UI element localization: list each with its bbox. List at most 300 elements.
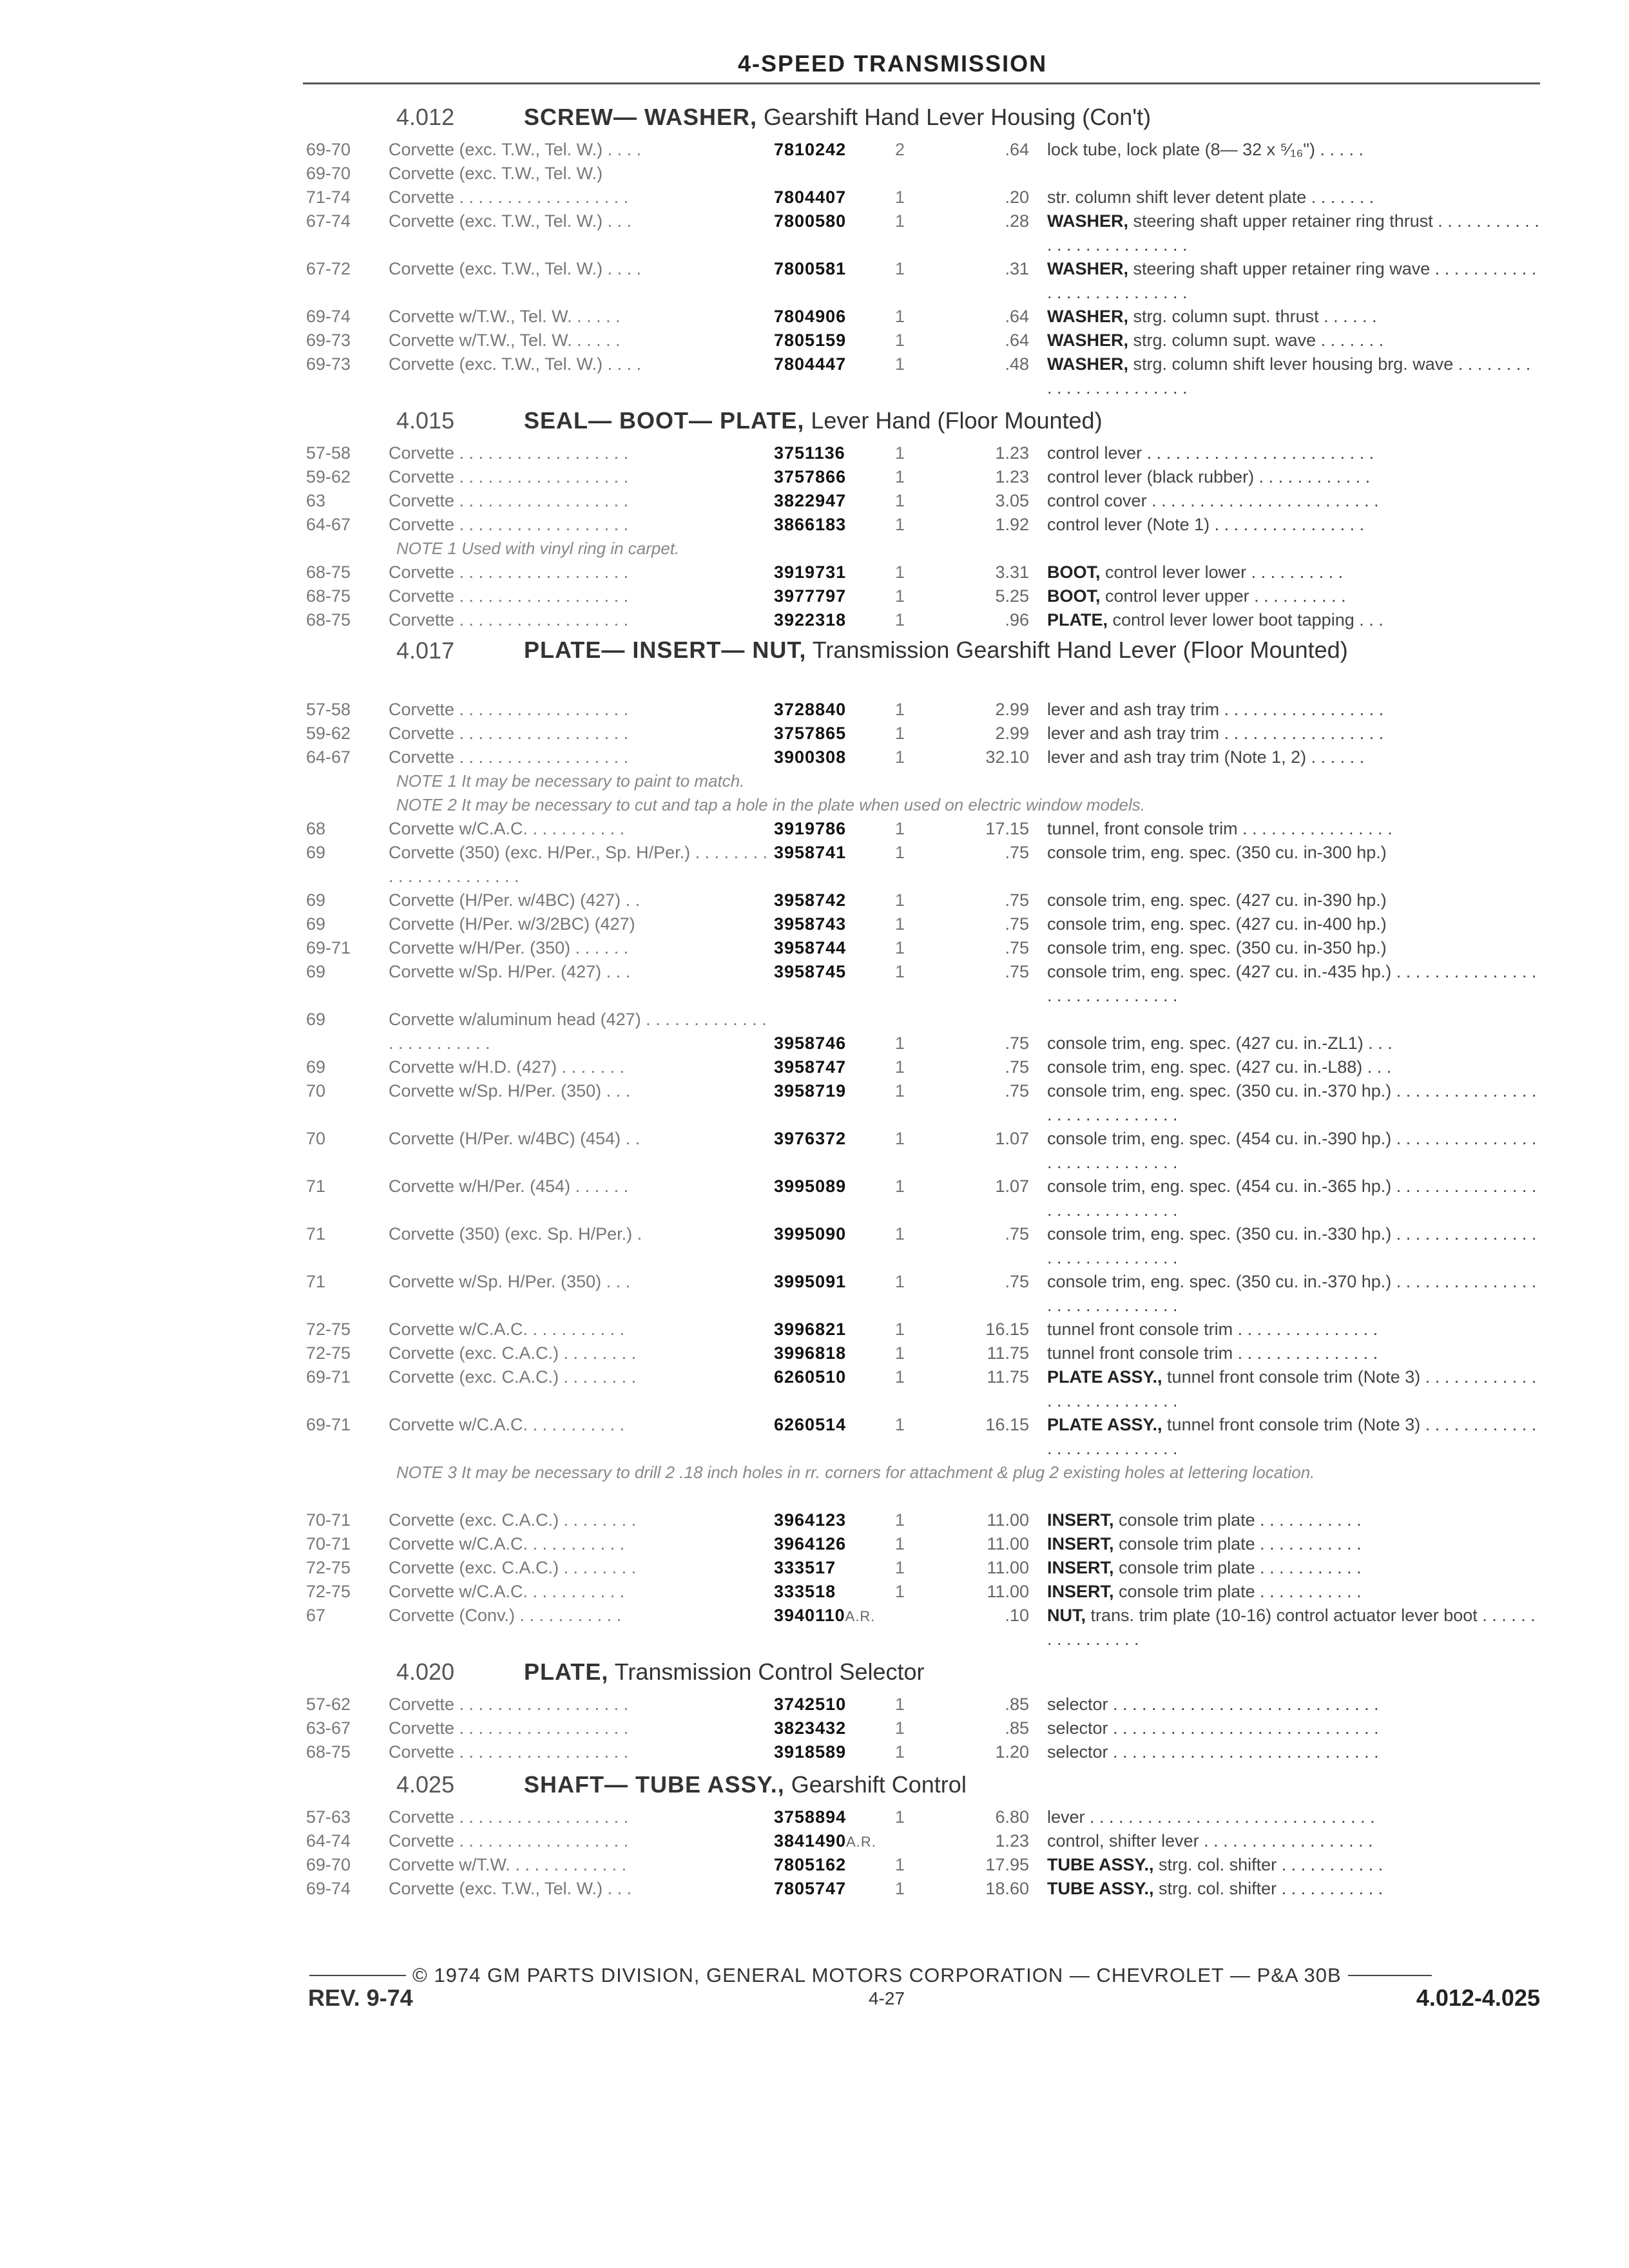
row-part-number: 3958744 [774,938,847,957]
row-quantity: 1 [895,1534,905,1553]
description-text: control lever (Note 1) . . . . . . . . . . . . . . . . [1047,515,1365,534]
row-description [1047,1079,1540,1127]
row-model: Corvette w/H/Per. (454) . . . . . . [389,1177,629,1196]
description-text: tunnel front console trim . . . . . . . . . . . . . . . [1047,1320,1378,1339]
row-model: Corvette (350) (exc. H/Per., Sp. H/Per.) . . . . . . . . . . . . . . . . . . . . . . [389,843,768,886]
row-years: 69 [306,1057,326,1077]
row-part-number: 3996821 [774,1320,847,1339]
description-keyword: INSERT, [1047,1510,1114,1530]
row-model: Corvette . . . . . . . . . . . . . . . . . . [389,747,629,767]
row-years: 69-71 [306,938,351,957]
row-price: 11.75 [987,1367,1029,1387]
row-description [1047,817,1540,841]
row-quantity: 1 [895,1879,905,1898]
row-price: 1.07 [995,1129,1029,1148]
row-model: Corvette w/aluminum head (427) . . . . . . . . . . . . . . . . . . . . . . . . [389,1010,767,1053]
section-title-rest: Transmission Control Selector [608,1658,925,1685]
row-model: Corvette . . . . . . . . . . . . . . . . . . [389,1831,629,1850]
description-text: strg. col. shifter . . . . . . . . . . . [1153,1879,1383,1898]
row-model: Corvette (Conv.) . . . . . . . . . . . [389,1606,622,1625]
description-text: tunnel, front console trim . . . . . . . . . . . . . . . . [1047,819,1393,838]
row-price: .28 [1005,211,1029,231]
row-quantity: 1 [895,354,905,374]
row-description [1047,209,1540,257]
row-part-number: 3958745 [774,962,847,981]
row-part-number: 3964123 [774,1510,847,1530]
row-years: 63 [306,491,326,510]
row-part-number: 3919731 [774,562,847,582]
row-part-number: 3742510 [774,1695,847,1714]
section-note: NOTE 1 Used with vinyl ring in carpet. [396,539,680,558]
row-quantity: 1 [895,843,905,862]
row-model: Corvette . . . . . . . . . . . . . . . . . . [389,467,629,486]
row-price: 1.23 [995,467,1029,486]
row-years: 72-75 [306,1343,351,1363]
description-keyword: WASHER, [1047,331,1129,350]
row-part-number: 3841490A.R. [774,1831,876,1850]
row-model: Corvette . . . . . . . . . . . . . . . . . . [389,562,629,582]
parts-row [306,1853,1540,1877]
row-model: Corvette (exc. C.A.C.) . . . . . . . . [389,1510,637,1530]
parts-row [306,1580,1540,1604]
row-description [1047,138,1540,162]
row-quantity: 1 [895,515,905,534]
row-price: .64 [1005,140,1029,159]
row-model: Corvette . . . . . . . . . . . . . . . . . . [389,700,629,719]
row-years: 72-75 [306,1558,351,1577]
row-price: 18.60 [985,1879,1029,1898]
description-text: console trim plate . . . . . . . . . . . [1113,1534,1362,1553]
section-heading [306,400,1540,441]
row-part-number: 6260514 [774,1415,847,1434]
row-description [1047,561,1540,584]
row-part-number: 7800580 [774,211,847,231]
row-quantity: 2 [895,140,905,159]
row-model: Corvette . . . . . . . . . . . . . . . . . . [389,1718,629,1738]
description-text: selector . . . . . . . . . . . . . . . . . . . . . . . . . . . . [1047,1742,1379,1762]
description-text: console trim plate . . . . . . . . . . . [1113,1558,1362,1577]
row-description [1047,1805,1540,1829]
parts-row [306,329,1540,352]
description-keyword: WASHER, [1047,259,1129,278]
description-text: control lever (black rubber) . . . . . . . . . . . . [1047,467,1371,486]
description-text: console trim, eng. spec. (427 cu. in-400 hp.) [1047,914,1387,934]
row-years: 69-71 [306,1367,351,1387]
description-text: strg. column supt. wave . . . . . . . [1128,331,1384,350]
row-price: .85 [1005,1718,1029,1738]
row-years: 64-74 [306,1831,351,1850]
row-quantity: 1 [895,259,905,278]
row-description [1047,186,1540,209]
row-years: 69-70 [306,140,351,159]
parts-row [306,912,1540,936]
description-keyword: TUBE ASSY., [1047,1855,1154,1874]
row-years: 70-71 [306,1534,351,1553]
section-title [524,637,1540,663]
row-quantity: 1 [895,1129,905,1148]
row-model: Corvette (H/Per. w/4BC) (454) . . [389,1129,641,1148]
row-price: 11.00 [987,1510,1029,1530]
row-quantity: 1 [895,1033,905,1053]
section-title [524,408,1540,434]
description-text: console trim, eng. spec. (427 cu. in.-ZL1) . . . [1047,1033,1393,1053]
row-years: 71-74 [306,187,351,207]
page-title: 4-SPEED TRANSMISSION [738,50,1048,77]
row-quantity: 1 [895,962,905,981]
row-years: 59-62 [306,467,351,486]
section-title-rest: Gearshift Control [784,1771,967,1798]
parts-row [306,817,1540,841]
row-description [1047,257,1540,305]
description-text: control cover . . . . . . . . . . . . . . . . . . . . . . . . [1047,491,1379,510]
description-text: steering shaft upper retainer ring wave . . . . . . . . . . . . . . . . . . . . . . . . . . [1047,259,1537,302]
row-quantity: 1 [895,819,905,838]
description-keyword: PLATE ASSY., [1047,1415,1162,1434]
row-part-number: 7804447 [774,354,847,374]
row-description [1047,1740,1540,1764]
row-description [1047,1055,1540,1079]
row-years: 68 [306,819,326,838]
row-description [1047,1222,1540,1270]
parts-row [306,513,1540,537]
parts-row [306,1079,1540,1127]
row-model: Corvette . . . . . . . . . . . . . . . . . . [389,586,629,606]
description-text: console trim plate . . . . . . . . . . . [1113,1510,1362,1530]
parts-row [306,1270,1540,1318]
row-part-number: 7810242 [774,140,847,159]
parts-row [306,1175,1540,1222]
row-quantity: 1 [895,1558,905,1577]
section-heading [306,1651,1540,1693]
parts-row [306,1877,1540,1901]
row-description [1047,1716,1540,1740]
row-price: .75 [1005,962,1029,981]
row-part-number: 3919786 [774,819,847,838]
description-keyword: INSERT, [1047,1558,1114,1577]
row-quantity: 1 [895,1367,905,1387]
row-price: 5.25 [995,586,1029,606]
parts-row [306,209,1540,257]
row-quantity: 1 [895,724,905,743]
row-price: 6.80 [995,1807,1029,1827]
row-description [1047,722,1540,745]
row-model: Corvette . . . . . . . . . . . . . . . . . . [389,491,629,510]
description-text: console trim, eng. spec. (350 cu. in.-330 hp.) . . . . . . . . . . . . . . . . . . . . . . . . . . . . . [1047,1224,1537,1267]
row-part-number: 3900308 [774,747,847,767]
description-text: console trim, eng. spec. (427 cu. in.-435 hp.) . . . . . . . . . . . . . . . . . . . . . . . . . . . . . [1047,962,1537,1005]
parts-row [306,352,1540,400]
row-description [1047,1127,1540,1175]
row-description [1047,1175,1540,1222]
row-description [1047,1853,1540,1877]
row-model: Corvette w/C.A.C. . . . . . . . . . . [389,1582,625,1601]
row-years: 70-71 [306,1510,351,1530]
parts-row [306,698,1540,722]
row-price: .75 [1005,938,1029,957]
row-model: Corvette (exc. T.W., Tel. W.) . . . . [389,354,642,374]
parts-row [306,1693,1540,1716]
section-note: NOTE 3 It may be necessary to drill 2 .18 inch holes in rr. corners for attachment & plug 2 existing holes at lettering location. [396,1463,1315,1482]
row-part-number: 7804906 [774,307,847,326]
row-years: 57-62 [306,1695,351,1714]
row-price: .10 [1005,1606,1029,1625]
row-description [1047,489,1540,513]
description-text: steering shaft upper retainer ring thrust . . . . . . . . . . . . . . . . . . . . . . . . . . [1047,211,1539,255]
row-price: 1.20 [995,1742,1029,1762]
description-text: control lever upper . . . . . . . . . . [1100,586,1346,606]
row-quantity: 1 [895,1718,905,1738]
footer-rule-left [309,1975,406,1976]
row-price: .31 [1005,259,1029,278]
row-description [1047,841,1540,865]
description-keyword: INSERT, [1047,1582,1114,1601]
section-title-bold: SEAL— BOOT— PLATE, [524,407,805,434]
footer-rule-right [1348,1975,1432,1976]
row-years: 71 [306,1224,326,1244]
description-text: selector . . . . . . . . . . . . . . . . . . . . . . . . . . . . [1047,1695,1379,1714]
row-part-number: 3866183 [774,515,847,534]
row-model: Corvette w/Sp. H/Per. (427) . . . [389,962,631,981]
row-years: 68-75 [306,1742,351,1762]
description-text: console trim, eng. spec. (350 cu. in-300 hp.) [1047,843,1387,862]
row-years: 57-58 [306,443,351,463]
row-description [1047,1413,1540,1461]
row-quantity: 1 [895,1582,905,1601]
parts-row [306,1413,1540,1461]
parts-row [306,489,1540,513]
section-title [524,1772,1540,1798]
section-number: 4.015 [396,407,455,434]
row-description [1047,745,1540,769]
row-years: 69 [306,914,326,934]
parts-row [306,162,1540,186]
parts-row [306,1318,1540,1341]
row-model: Corvette (H/Per. w/4BC) (427) . . [389,890,641,910]
description-text: lever and ash tray trim . . . . . . . . . . . . . . . . . [1047,724,1384,743]
row-price: 1.92 [995,515,1029,534]
row-part-number: 333517 [774,1558,836,1577]
row-price: .75 [1005,1272,1029,1291]
parts-row [306,441,1540,465]
parts-row [306,1532,1540,1556]
row-description [1047,1580,1540,1604]
row-price: .75 [1005,914,1029,934]
row-price: 16.15 [985,1415,1029,1434]
description-text: lever . . . . . . . . . . . . . . . . . . . . . . . . . . . . . . [1047,1807,1375,1827]
row-part-number: 3977797 [774,586,847,606]
parts-row [306,841,1540,889]
row-quantity: 1 [895,938,905,957]
row-model: Corvette w/H.D. (427) . . . . . . . [389,1057,625,1077]
row-years: 69-71 [306,1415,351,1434]
revision-label: REV. 9-74 [308,1984,413,2011]
row-model: Corvette (exc. T.W., Tel. W.) . . . . [389,259,642,278]
row-years: 68-75 [306,586,351,606]
row-price: 11.75 [987,1343,1029,1363]
description-text: strg. col. shifter . . . . . . . . . . . [1153,1855,1383,1874]
row-quantity: 1 [895,1343,905,1363]
row-years: 69-73 [306,354,351,374]
description-text: console trim, eng. spec. (350 cu. in.-370 hp.) . . . . . . . . . . . . . . . . . . . . . . . . . . . . . [1047,1272,1537,1315]
parts-row [306,1127,1540,1175]
row-years: 63-67 [306,1718,351,1738]
row-years: 69-73 [306,331,351,350]
section-title [524,104,1540,130]
description-text: lock tube, lock plate (8— 32 x ⁵⁄₁₆") . . . . . [1047,140,1364,159]
parts-row [306,1008,1540,1055]
footer-copyright: © 1974 GM PARTS DIVISION, GENERAL MOTORS CORPORATION — CHEVROLET — P&A 30B [412,1964,1342,1986]
row-price: 11.00 [987,1582,1029,1601]
row-price: .96 [1005,610,1029,629]
parts-row [306,1829,1540,1853]
row-part-number: 3822947 [774,491,847,510]
parts-row [306,889,1540,912]
description-keyword: NUT, [1047,1606,1086,1625]
description-text: selector . . . . . . . . . . . . . . . . . . . . . . . . . . . . [1047,1718,1379,1738]
description-text: console trim, eng. spec. (350 cu. in-350 hp.) [1047,938,1387,957]
row-years: 69-70 [306,1855,351,1874]
row-model: Corvette w/T.W., Tel. W. . . . . . [389,331,621,350]
section-title-rest: Lever Hand (Floor Mounted) [804,407,1103,434]
row-price: .64 [1005,331,1029,350]
section-heading [306,632,1540,698]
row-years: 72-75 [306,1582,351,1601]
row-description [1047,1532,1540,1556]
row-price: 3.31 [995,562,1029,582]
row-description [1047,698,1540,722]
row-model: Corvette (exc. C.A.C.) . . . . . . . . [389,1343,637,1363]
section-number: 4.020 [396,1658,455,1685]
description-text: control lever . . . . . . . . . . . . . . . . . . . . . . . . [1047,443,1374,463]
page-number: 4-27 [869,1988,905,2008]
description-text: tunnel front console trim . . . . . . . . . . . . . . . [1047,1343,1378,1363]
row-description [1047,912,1540,936]
section-title [524,1659,1540,1685]
description-text: lever and ash tray trim . . . . . . . . . . . . . . . . . [1047,700,1384,719]
parts-row [306,722,1540,745]
row-years: 71 [306,1177,326,1196]
parts-row [306,465,1540,489]
row-price: 11.00 [987,1534,1029,1553]
row-model: Corvette w/C.A.C. . . . . . . . . . . [389,819,625,838]
row-quantity: 1 [895,307,905,326]
parts-row [306,1805,1540,1829]
section-title-rest: Transmission Gearshift Hand Lever (Floor Mounted) [806,637,1348,663]
row-quantity: 1 [895,700,905,719]
row-price: .85 [1005,1695,1029,1714]
section-title-bold: SHAFT— TUBE ASSY., [524,1771,785,1798]
row-part-number: 3940110A.R. [774,1606,876,1625]
section-title-bold: PLATE— INSERT— NUT, [524,637,807,663]
row-quantity: 1 [895,562,905,582]
row-quantity: 1 [895,1057,905,1077]
row-description [1047,305,1540,329]
parts-row [306,1716,1540,1740]
row-part-number: 3958741 [774,843,847,862]
parts-row [306,1055,1540,1079]
row-model: Corvette (exc. C.A.C.) . . . . . . . . [389,1367,637,1387]
row-description [1047,1508,1540,1532]
row-model: Corvette w/T.W., Tel. W. . . . . . [389,307,621,326]
parts-row [306,960,1540,1008]
row-price: 1.23 [995,443,1029,463]
description-text: console trim, eng. spec. (427 cu. in.-L88) . . . [1047,1057,1392,1077]
row-years: 68-75 [306,610,351,629]
description-keyword: WASHER, [1047,211,1129,231]
row-description [1047,1693,1540,1716]
parts-row [306,1508,1540,1532]
row-years: 69-74 [306,307,351,326]
row-part-number: 7805159 [774,331,847,350]
description-keyword: TUBE ASSY., [1047,1879,1154,1898]
row-model: Corvette (350) (exc. Sp. H/Per.) . [389,1224,642,1244]
row-years: 67 [306,1606,326,1625]
section-note: NOTE 1 It may be necessary to paint to match. [396,771,745,791]
row-years: 57-63 [306,1807,351,1827]
row-years: 69 [306,890,326,910]
row-price: 2.99 [995,724,1029,743]
parts-row [306,1222,1540,1270]
row-years: 64-67 [306,515,351,534]
parts-row [306,1740,1540,1764]
row-quantity: 1 [895,1224,905,1244]
row-part-number: 7800581 [774,259,847,278]
description-text: str. column shift lever detent plate . . . . . . . [1047,187,1374,207]
section-heading [306,1764,1540,1805]
row-description [1047,352,1540,400]
section-number: 4.017 [396,637,455,664]
row-quantity: 1 [895,1510,905,1530]
row-model: Corvette w/Sp. H/Per. (350) . . . [389,1081,631,1100]
description-text: tunnel front console trim (Note 3) . . . . . . . . . . . . . . . . . . . . . . . . . . [1047,1367,1537,1410]
row-part-number: 3958747 [774,1057,847,1077]
description-keyword: BOOT, [1047,586,1101,606]
row-model: Corvette . . . . . . . . . . . . . . . . . . [389,610,629,629]
row-years: 57-58 [306,700,351,719]
row-model: Corvette w/C.A.C. . . . . . . . . . . [389,1534,625,1553]
row-quantity: 1 [895,187,905,207]
row-years: 69-70 [306,164,351,183]
row-quantity: 1 [895,1272,905,1291]
row-model: Corvette . . . . . . . . . . . . . . . . . . [389,1695,629,1714]
row-model: Corvette w/Sp. H/Per. (350) . . . [389,1272,631,1291]
row-description [1047,1032,1540,1055]
row-model: Corvette . . . . . . . . . . . . . . . . . . [389,515,629,534]
parts-row [306,1341,1540,1365]
description-text: strg. column supt. thrust . . . . . . [1128,307,1377,326]
row-quantity: 1 [895,211,905,231]
section-title-bold: PLATE, [524,1658,609,1685]
parts-row [306,1365,1540,1413]
row-price: .48 [1005,354,1029,374]
row-model: Corvette (exc. C.A.C.) . . . . . . . . [389,1558,637,1577]
row-model: Corvette . . . . . . . . . . . . . . . . . . [389,443,629,463]
row-model: Corvette (exc. T.W., Tel. W.) . . . [389,1879,632,1898]
row-description [1047,1556,1540,1580]
row-quantity: 1 [895,331,905,350]
parts-row [306,608,1540,632]
row-price: .75 [1005,843,1029,862]
row-years: 64-67 [306,747,351,767]
row-years: 70 [306,1129,326,1148]
row-price: 2.99 [995,700,1029,719]
row-years: 59-62 [306,724,351,743]
row-price: 1.07 [995,1177,1029,1196]
row-description [1047,960,1540,1008]
row-quantity: 1 [895,890,905,910]
parts-row [306,305,1540,329]
description-keyword: WASHER, [1047,307,1129,326]
